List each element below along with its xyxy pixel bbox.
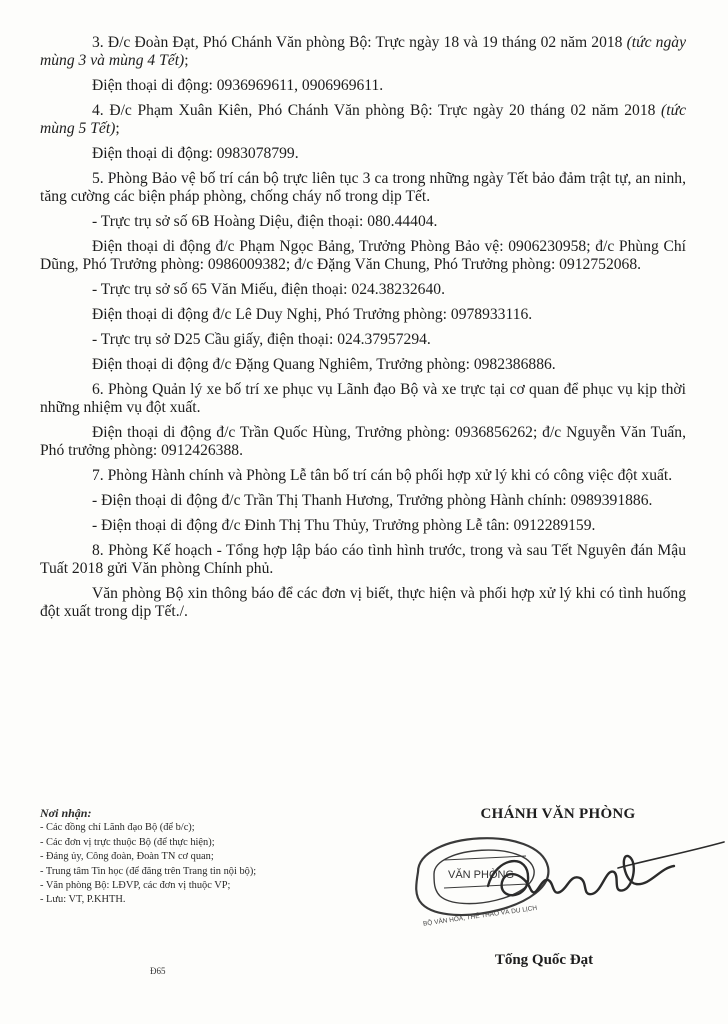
handwritten-signature-icon <box>478 838 728 928</box>
paragraph-planning-report: 8. Phòng Kế hoạch - Tổng hợp lập báo cáo tình hình trước, trong và sau Tết Nguyên đán Mậu Tuất 2018 gửi Văn phòng Chính phủ. <box>40 542 686 577</box>
recipient-item: - Lưu: VT, P.KHTH. <box>40 894 126 906</box>
paragraph-office-cau-giay: - Trực trụ sở D25 Cầu giấy, điện thoại: 024.37957294. <box>92 331 431 348</box>
paragraph-phone-dang-quang-nghiem: Điện thoại di động đ/c Đặng Quang Nghiêm, Trưởng phòng: 0982386886. <box>92 356 556 373</box>
signer-title: CHÁNH VĂN PHÒNG <box>480 806 636 822</box>
paragraph-duty-pham-xuan-kien: 4. Đ/c Phạm Xuân Kiên, Phó Chánh Văn phòng Bộ: Trực ngày 20 tháng 02 năm 2018 (tức mùng 5 Tết); <box>40 102 686 137</box>
paragraph-phone-le-duy-nghi: Điện thoại di động đ/c Lê Duy Nghị, Phó Trưởng phòng: 0978933116. <box>92 306 533 323</box>
recipient-item: - Đảng ủy, Công đoàn, Đoàn TN cơ quan; <box>40 851 214 863</box>
document-mark: Đ65 <box>150 966 166 976</box>
recipient-item: - Các đồng chí Lãnh đạo Bộ (để b/c); <box>40 822 195 834</box>
paragraph-phone-security-leaders: Điện thoại di động đ/c Phạm Ngọc Bảng, Trưởng Phòng Bảo vệ: 0906230958; đ/c Phùng Chí Dũng, Phó Trưởng phòng: 0986009382; đ/c Đặng Văn Chung, Phó Trưởng phòng: 0912752068. <box>40 238 686 273</box>
paragraph-phone-admin-head: - Điện thoại di động đ/c Trần Thị Thanh Hương, Trưởng phòng Hành chính: 0989391886. <box>92 492 653 509</box>
recipient-item: - Trung tâm Tin học (để đăng trên Trang tin nội bộ); <box>40 865 257 877</box>
paragraph-duty-doan-dat: 3. Đ/c Đoàn Đạt, Phó Chánh Văn phòng Bộ: Trực ngày 18 và 19 tháng 02 năm 2018 (tức ngày mùng 3 và mùng 4 Tết); <box>40 34 686 69</box>
paragraph-admin-reception: 7. Phòng Hành chính và Phòng Lễ tân bố trí cán bộ phối hợp xử lý khi có công việc đột xuất. <box>92 467 673 484</box>
paragraph-vehicle-office: 6. Phòng Quản lý xe bố trí xe phục vụ Lãnh đạo Bộ và xe trực tại cơ quan để phục vụ kịp thời những nhiệm vụ đột xuất. <box>40 381 686 416</box>
signer-name: Tống Quốc Đạt <box>494 952 594 968</box>
document-body <box>40 34 686 628</box>
recipient-item: - Các đơn vị trực thuộc Bộ (để thực hiện); <box>40 836 215 848</box>
seal-ring-text: BỘ VĂN HÓA, THỂ THAO VÀ DU LỊCH <box>422 904 538 928</box>
paragraph-phone-pham-xuan-kien: Điện thoại di động: 0983078799. <box>92 145 299 162</box>
paragraph-phone-reception-head: - Điện thoại di động đ/c Đinh Thị Thu Thủy, Trưởng phòng Lễ tân: 0912289159. <box>92 517 596 534</box>
paragraph-office-hoang-dieu: - Trực trụ sở số 6B Hoàng Diệu, điện thoại: 080.44404. <box>92 213 438 230</box>
paragraph-office-van-mieu: - Trực trụ sở số 65 Văn Miếu, điện thoại: 024.38232640. <box>92 281 445 298</box>
paragraph-security-office: 5. Phòng Bảo vệ bố trí cán bộ trực liên tục 3 ca trong những ngày Tết bảo đảm trật tự, an ninh, tăng cường các biện pháp phòng, chống cháy nổ trong dịp Tết. <box>40 170 686 205</box>
paragraph-closing-notice: Văn phòng Bộ xin thông báo để các đơn vị biết, thực hiện và phối hợp xử lý khi có tình huống đột xuất trong dịp Tết./. <box>40 585 686 620</box>
recipient-item: - Văn phòng Bộ: LĐVP, các đơn vị thuộc VP; <box>40 880 231 892</box>
paragraph-phone-vehicle-leaders: Điện thoại di động đ/c Trần Quốc Hùng, Trưởng phòng: 0936856262; đ/c Nguyễn Văn Tuấn, Phó trưởng phòng: 0912426388. <box>40 424 686 459</box>
recipients-heading: Nơi nhận: <box>40 806 92 820</box>
recipients-block <box>40 806 370 908</box>
paragraph-phone-doan-dat: Điện thoại di động: 0936969611, 0906969611. <box>92 77 384 94</box>
seal-center-text: VĂN PHÒNG <box>448 869 515 881</box>
